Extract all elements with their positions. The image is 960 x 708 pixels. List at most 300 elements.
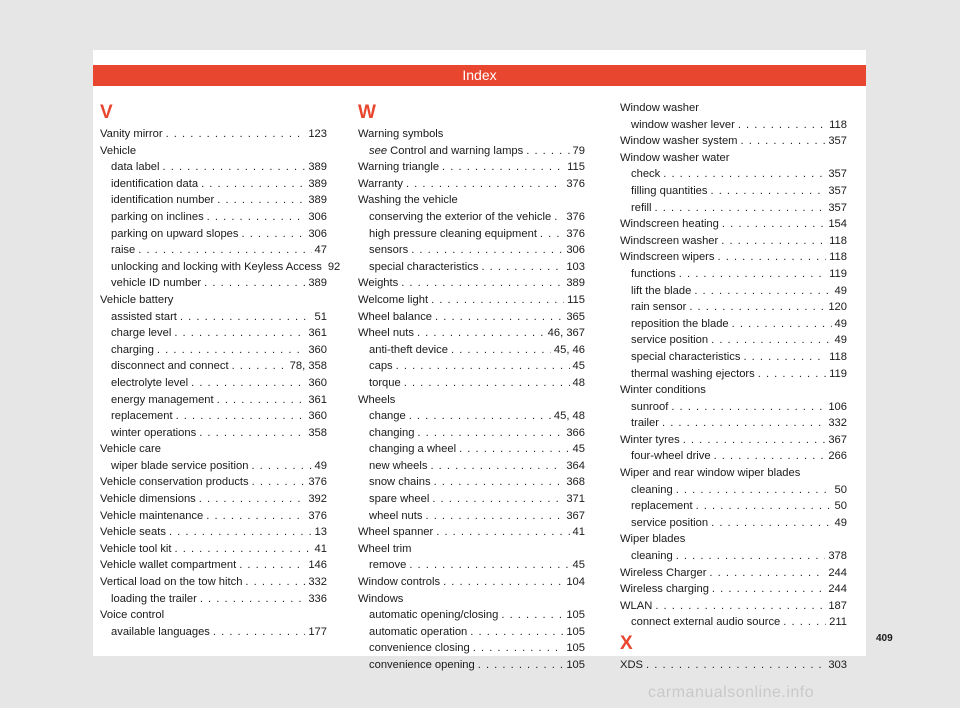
entry-term: Wheel balance (358, 310, 433, 323)
index-entry (358, 491, 585, 508)
dot-leader (217, 192, 305, 209)
entry-page-ref: 45 (572, 559, 585, 572)
entry-term: raise (111, 244, 136, 257)
entry-term: parking on inclines (111, 210, 204, 223)
entry-page-ref: 360 (308, 376, 327, 389)
index-heading: Vehicle battery (100, 293, 174, 306)
entry-term: torque (369, 376, 401, 389)
index-entry (620, 249, 847, 266)
index-entry (358, 275, 585, 292)
entry-page-ref: 120 (828, 301, 847, 314)
index-heading: Window washer (620, 102, 699, 114)
index-entry (620, 614, 847, 631)
entry-page-ref: 376 (566, 210, 585, 223)
index-entry (620, 565, 847, 582)
entry-page-ref: 119 (829, 267, 847, 280)
entry-term: convenience closing (369, 642, 470, 655)
dot-leader (721, 233, 826, 250)
entry-term: Vehicle tool kit (100, 542, 172, 555)
dot-leader (663, 166, 825, 183)
entry-term: available languages (111, 625, 210, 638)
index-entry (100, 458, 327, 475)
index-entry (620, 415, 847, 432)
entry-term: refill (631, 201, 652, 214)
index-header: Index (93, 65, 866, 86)
entry-page-ref: 365 (566, 310, 585, 323)
index-entry (620, 183, 847, 200)
index-entry (100, 259, 341, 276)
index-entry (100, 591, 327, 608)
entry-page-ref: 361 (308, 393, 327, 406)
dot-leader (741, 133, 826, 150)
dot-leader (163, 159, 306, 176)
entry-page-ref: 360 (308, 343, 327, 356)
entry-page-ref: 45 (572, 360, 585, 373)
entry-page-ref: 306 (308, 210, 327, 223)
entry-term: Windscreen heating (620, 218, 719, 231)
entry-page-ref: 367 (566, 509, 585, 522)
dot-leader (738, 117, 826, 134)
index-entry (358, 242, 585, 259)
index-entry (100, 375, 327, 392)
entry-term: trailer (631, 417, 659, 430)
entry-page-ref: 187 (828, 599, 847, 612)
entry-term: anti-theft device (369, 343, 448, 356)
entry-page-ref: 306 (566, 244, 585, 257)
dot-leader (711, 332, 831, 349)
entry-term: cleaning (631, 550, 673, 563)
entry-term: sensors (369, 244, 409, 257)
index-entry (620, 399, 847, 416)
index-entry (620, 548, 847, 565)
dot-leader (722, 216, 825, 233)
dot-leader (201, 176, 305, 193)
index-entry (100, 209, 327, 226)
entry-page-ref: 357 (828, 135, 847, 148)
dot-leader (783, 614, 826, 631)
index-entry (100, 159, 327, 176)
entry-page-ref: 46, 367 (547, 327, 585, 340)
entry-term: charging (111, 343, 154, 356)
entry-page-ref: 376 (308, 509, 327, 522)
entry-term: conserving the exterior of the vehicle (369, 210, 552, 223)
entry-page-ref: 244 (828, 566, 847, 579)
dot-leader (199, 491, 306, 508)
dot-leader (251, 458, 311, 475)
entry-term: Vehicle wallet compartment (100, 559, 237, 572)
dot-leader (743, 349, 826, 366)
dot-leader (694, 283, 831, 300)
entry-page-ref: 49 (834, 317, 847, 330)
entry-page-ref: 105 (566, 659, 585, 671)
entry-page-ref: 303 (828, 659, 847, 671)
entry-term: special characteristics (631, 350, 741, 363)
dot-leader (175, 541, 312, 558)
entry-term: Windscreen washer (620, 234, 719, 247)
dot-leader (176, 408, 306, 425)
entry-term: sunroof (631, 400, 669, 413)
index-heading: Warning symbols (358, 128, 444, 140)
entry-term: window washer lever (631, 118, 735, 131)
section-letter: W (358, 102, 376, 123)
entry-term: automatic operation (369, 625, 468, 638)
dot-leader (207, 209, 306, 226)
entry-term: change (369, 410, 406, 423)
index-column-1 (100, 100, 341, 640)
entry-page-ref: 389 (308, 194, 327, 207)
index-heading: Winter conditions (620, 384, 706, 397)
index-entry (358, 574, 585, 591)
entry-page-ref: 361 (308, 327, 327, 340)
index-entry (358, 607, 585, 624)
index-heading: Windows (358, 592, 404, 605)
entry-page-ref: 357 (828, 168, 847, 181)
entry-page-ref: 123 (308, 128, 327, 140)
dot-leader (679, 266, 826, 283)
entry-page-ref: 154 (828, 218, 847, 231)
dot-leader (711, 515, 831, 532)
index-entry (358, 657, 585, 674)
entry-term-text: Control and warning lamps (390, 144, 524, 157)
entry-page-ref: 266 (828, 450, 847, 463)
entry-term: parking on upward slopes (111, 227, 239, 240)
entry-term: replacement (111, 410, 173, 423)
index-entry (358, 159, 585, 176)
entry-term: charge level (111, 327, 172, 340)
index-entry (358, 458, 585, 475)
index-entry (100, 425, 327, 442)
entry-term: functions (631, 267, 676, 280)
dot-leader (481, 259, 563, 276)
entry-page-ref: 92 (327, 260, 341, 273)
index-column-2 (358, 100, 585, 674)
entry-page-ref: 78, 358 (289, 360, 327, 373)
index-entry (620, 657, 847, 674)
entry-page-ref: 104 (566, 576, 585, 589)
entry-term: thermal washing ejectors (631, 367, 755, 380)
entry-page-ref: 118 (829, 251, 847, 264)
entry-term: automatic opening/closing (369, 609, 499, 622)
dot-leader (206, 508, 305, 525)
entry-term: snow chains (369, 476, 431, 489)
entry-page-ref: 115 (567, 293, 585, 306)
index-entry (358, 474, 585, 491)
entry-term: Weights (358, 277, 399, 290)
entry-page-ref: 50 (834, 483, 847, 496)
index-heading: Voice control (100, 609, 165, 622)
dot-leader (180, 309, 312, 326)
index-entry (620, 482, 847, 499)
entry-page-ref: 364 (566, 459, 585, 472)
dot-leader (554, 209, 563, 226)
entry-page-ref: 106 (828, 400, 847, 413)
entry-page-ref: 357 (828, 201, 847, 214)
dot-leader (696, 498, 832, 515)
entry-term: Warning triangle (358, 161, 440, 174)
dot-leader (718, 249, 827, 266)
entry-page-ref: 332 (828, 417, 847, 430)
dot-leader (174, 325, 305, 342)
index-entry (100, 557, 327, 574)
index-entry (100, 342, 327, 359)
index-entry (100, 176, 327, 193)
entry-term: cleaning (631, 483, 673, 496)
entry-term: replacement (631, 500, 693, 513)
dot-leader (191, 375, 305, 392)
index-entry (100, 192, 327, 209)
index-entry (100, 242, 327, 259)
section-letter: V (100, 102, 113, 123)
dot-leader (540, 226, 563, 243)
entry-page-ref: 103 (566, 260, 585, 273)
entry-page-ref: 368 (566, 476, 585, 489)
entry-page-ref: 336 (308, 592, 327, 605)
index-heading: Wiper blades (620, 533, 686, 546)
index-entry (620, 233, 847, 250)
entry-page-ref: 371 (566, 493, 585, 506)
entry-page-ref: 389 (308, 177, 327, 190)
entry-term: four-wheel drive (631, 450, 711, 463)
entry-term: service position (631, 516, 709, 529)
index-entry (358, 375, 585, 392)
dot-leader (442, 159, 564, 176)
index-entry (358, 292, 585, 309)
entry-page-ref: 389 (566, 277, 585, 290)
entry-page-ref: 389 (308, 277, 327, 290)
index-entry (358, 408, 585, 425)
entry-term: Winter tyres (620, 433, 680, 446)
dot-leader (689, 299, 825, 316)
entry-term: remove (369, 559, 407, 572)
entry-page-ref: 376 (566, 177, 585, 190)
entry-term: convenience opening (369, 659, 475, 671)
entry-term: Vanity mirror (100, 128, 163, 140)
entry-term: Wireless Charger (620, 566, 707, 579)
entry-page-ref: 105 (566, 642, 585, 655)
index-entry (100, 275, 327, 292)
entry-term: high pressure cleaning equipment (369, 227, 537, 240)
dot-leader (417, 325, 545, 342)
entry-term: identification data (111, 177, 199, 190)
entry-page-ref: 105 (566, 609, 585, 622)
index-heading: Washing the vehicle (358, 194, 458, 207)
index-entry (100, 491, 327, 508)
dot-leader (213, 624, 305, 641)
entry-term: WLAN (620, 599, 653, 612)
index-entry (358, 342, 585, 359)
entry-term: wiper blade service position (111, 459, 249, 472)
dot-leader (252, 474, 306, 491)
index-entry (620, 166, 847, 183)
entry-page-ref: 177 (308, 625, 327, 638)
index-column-3 (620, 100, 847, 674)
entry-term: disconnect and connect (111, 360, 229, 373)
index-entry (100, 392, 327, 409)
page-number: 409 (876, 633, 893, 644)
index-entry (620, 448, 847, 465)
entry-term: lift the blade (631, 284, 692, 297)
index-heading: Wheel trim (358, 542, 412, 555)
entry-term: unlocking and locking with Keyless Access (111, 260, 322, 273)
dot-leader (436, 524, 569, 541)
dot-leader (406, 176, 563, 193)
dot-leader (443, 574, 563, 591)
index-entry (620, 299, 847, 316)
index-entry (620, 498, 847, 515)
index-entry (358, 325, 585, 342)
dot-leader (451, 342, 551, 359)
index-entry (620, 349, 847, 366)
index-entry (100, 524, 327, 541)
dot-leader (409, 557, 569, 574)
entry-term: identification number (111, 194, 215, 207)
dot-leader (166, 126, 306, 143)
entry-page-ref: 47 (314, 244, 327, 257)
index-entry (620, 117, 847, 134)
index-entry (620, 216, 847, 233)
entry-term: Vehicle conservation products (100, 476, 249, 489)
entry-term: Warranty (358, 177, 403, 190)
entry-term: Welcome light (358, 293, 429, 306)
entry-term: winter operations (111, 426, 197, 439)
entry-page-ref: 118 (829, 350, 847, 363)
entry-page-ref: 51 (314, 310, 327, 323)
dot-leader (711, 183, 826, 200)
entry-term: filling quantities (631, 184, 708, 197)
index-entry (100, 474, 327, 491)
entry-term: connect external audio source (631, 616, 781, 629)
dot-leader (138, 242, 311, 259)
dot-leader (712, 581, 825, 598)
dot-leader (655, 598, 825, 615)
dot-leader (157, 342, 305, 359)
entry-page-ref: 378 (828, 550, 847, 563)
entry-term: special characteristics (369, 260, 479, 273)
index-entry (100, 325, 327, 342)
dot-leader (232, 358, 287, 375)
entry-page-ref: 358 (308, 426, 327, 439)
entry-term: electrolyte level (111, 376, 189, 389)
entry-page-ref: 49 (834, 334, 847, 347)
entry-term: spare wheel (369, 493, 430, 506)
entry-page-ref: 41 (572, 526, 585, 539)
dot-leader (434, 474, 564, 491)
dot-leader (459, 441, 569, 458)
entry-page-ref: 48 (572, 376, 585, 389)
entry-term: Wheel nuts (358, 327, 414, 340)
dot-leader (470, 624, 563, 641)
entry-page-ref: 49 (834, 516, 847, 529)
index-entry (100, 309, 327, 326)
dot-leader (676, 482, 832, 499)
dot-leader (473, 640, 564, 657)
entry-page-ref: 105 (566, 625, 585, 638)
dot-leader (758, 366, 826, 383)
dot-leader (411, 242, 563, 259)
entry-term: energy management (111, 393, 214, 406)
dot-leader (200, 591, 306, 608)
dot-leader (401, 275, 563, 292)
dot-leader (245, 574, 305, 591)
entry-page-ref: 13 (314, 526, 327, 539)
index-entry (358, 524, 585, 541)
entry-page-ref: 115 (567, 161, 585, 174)
dot-leader (501, 607, 563, 624)
see-reference: see (369, 144, 388, 157)
index-heading: Vehicle (100, 144, 137, 157)
entry-term: assisted start (111, 310, 177, 323)
dot-leader (646, 657, 825, 674)
dot-leader (409, 408, 551, 425)
index-entry (620, 432, 847, 449)
section-letter: X (620, 633, 633, 654)
entry-page-ref: 211 (829, 616, 847, 629)
entry-term: XDS (620, 659, 644, 671)
entry-page-ref: 49 (314, 459, 327, 472)
entry-page-ref: 306 (308, 227, 327, 240)
entry-term: vehicle ID number (111, 277, 202, 290)
entry-page-ref: 332 (308, 576, 327, 589)
index-entry (620, 266, 847, 283)
index-entry (100, 408, 327, 425)
index-entry (358, 143, 585, 160)
entry-page-ref: 244 (828, 583, 847, 596)
entry-term: caps (369, 360, 393, 373)
entry-page-ref: 367 (828, 433, 847, 446)
index-entry (358, 309, 585, 326)
entry-term: Wireless charging (620, 583, 709, 596)
dot-leader (526, 143, 569, 160)
index-entry (620, 332, 847, 349)
dot-leader (239, 557, 305, 574)
entry-page-ref: 376 (308, 476, 327, 489)
entry-page-ref: 119 (829, 367, 847, 380)
dot-leader (662, 415, 825, 432)
index-entry (358, 624, 585, 641)
entry-page-ref: 118 (829, 118, 847, 131)
entry-page-ref: 392 (308, 493, 327, 506)
dot-leader (432, 491, 563, 508)
entry-term (369, 143, 523, 160)
index-page (93, 50, 866, 671)
dot-leader (478, 657, 564, 674)
index-heading: Wheels (358, 393, 396, 406)
entry-term: Vehicle dimensions (100, 493, 196, 506)
entry-page-ref: 376 (566, 227, 585, 240)
entry-term: service position (631, 334, 709, 347)
index-heading: Vehicle care (100, 443, 161, 456)
watermark: carmanualsonline.info (648, 684, 815, 701)
entry-term: Vertical load on the tow hitch (100, 576, 243, 589)
index-entry (100, 358, 327, 375)
index-heading: Window washer water (620, 151, 730, 164)
index-entry (358, 441, 585, 458)
entry-term: Wheel spanner (358, 526, 434, 539)
entry-page-ref: 118 (829, 234, 847, 247)
index-entry (620, 283, 847, 300)
dot-leader (709, 565, 825, 582)
index-entry (100, 574, 327, 591)
entry-page-ref: 389 (308, 161, 327, 174)
entry-page-ref: 366 (566, 426, 585, 439)
index-entry (358, 557, 585, 574)
index-entry (620, 598, 847, 615)
entry-term: Window washer system (620, 135, 738, 148)
index-entry (358, 508, 585, 525)
entry-page-ref: 45 (572, 443, 585, 456)
entry-page-ref: 45, 48 (553, 410, 585, 423)
entry-page-ref: 41 (314, 542, 327, 555)
